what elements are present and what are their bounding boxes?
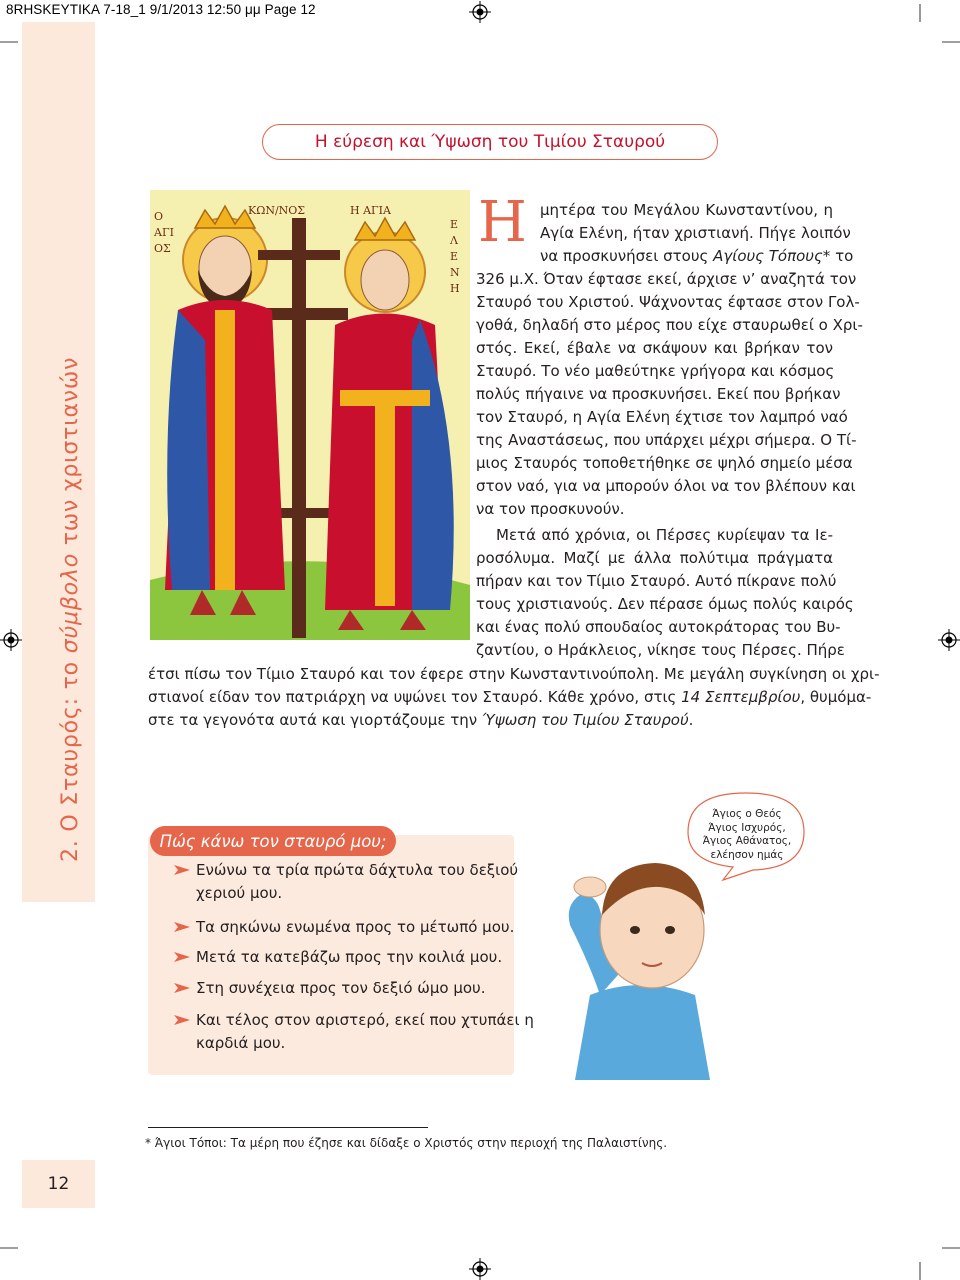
story-line: Μετά από χρόνια, οι Πέρσες κυρίεψαν τα Ιε- [496,526,833,544]
how-step: Ενώνω τα τρία πρώτα δάχτυλα του δεξιού [196,861,519,879]
story-line: μιος Σταυρός τοποθετήθηκε σε ψηλό σημείο μέσα [476,454,853,472]
story-line: Σταυρό. Το νέο μαθεύτηκε γρήγορα και κόσμος [476,362,835,380]
drop-cap: Η [478,190,527,255]
story-line: μητέρα του Μεγάλου Κωνσταντίνου, η [540,201,833,219]
how-to-title: Πώς κάνω τον σταυρό μου; [150,826,396,856]
svg-text:ΟΣ: ΟΣ [154,242,171,255]
story-line: της Αναστάσεως, που υπάρχει μέχρι σήμερα. Ο Τί- [476,431,857,449]
story-line: τον Σταυρό, η Αγία Ελένη έχτισε τον λαμπρό ναό [476,408,848,426]
print-slug: 8RHSKEYTIKA 7-18_1 9/1/2013 12:50 μμ Page 12 [6,2,316,17]
chapter-title-vertical: 2. Ο Σταυρός: το σύμβολο των χριστιανών [58,356,83,862]
story-line: 326 μ.Χ. Όταν έφτασε εκεί, άρχισε ν’ αναζητά τον [476,270,857,288]
how-step: χεριού μου. [196,884,283,902]
story-line: γοθά, δηλαδή στο μέρος που είχε σταυρωθεί ο Χρι- [476,316,863,334]
svg-text:Λ: Λ [450,234,458,247]
arrow-bullet-icon [174,952,190,962]
story-line: τους χριστιανούς. Δεν πέρασε όμως πολύς καιρός [476,595,854,613]
story-line: στιανοί είδαν τον πατριάρχη να υψώνει τον Σταυρό. Κάθε χρόνο, στις 14 Σεπτεμβρίου, θυμόμα- [148,688,872,706]
story-line: να τον προσκυνούν. [476,500,625,518]
how-step: καρδιά μου. [196,1034,286,1052]
arrow-bullet-icon [174,865,190,875]
story-line: στός. Εκεί, έβαλε να σκάψουν και βρήκαν τον [476,339,833,357]
arrow-bullet-icon [174,1015,190,1025]
how-step: Στη συνέχεια προς τον δεξιό ώμο μου. [196,979,486,997]
how-step: Τα σηκώνω ενωμένα προς το μέτωπό μου. [196,918,515,936]
page-number: 12 [47,1174,70,1194]
arrow-bullet-icon [174,922,190,932]
bubble-text: Άγιος ο Θεός Άγιος Ισχυρός, Άγιος Αθάνατος, ελέησον ημάς [702,808,792,861]
story-line: ζαντίου, ο Ηράκλειος, νίκησε τους Πέρσες. Πήρε [476,641,845,659]
footnote-rule [148,1127,428,1128]
svg-text:Η: Η [450,282,460,295]
svg-text:Ε: Ε [450,218,459,231]
story-line: και ένας πολύ σπουδαίος αυτοκράτορας του Βυ- [476,618,841,636]
story-line: ροσόλυμα. Μαζί με άλλα πολύτιμα πράγματα [476,549,833,567]
story-line: Αγία Ελένη, ήταν χριστιανή. Πήγε λοιπόν [540,224,851,242]
icon-label-right: Η ΑΓΙΑ [350,204,391,217]
how-step: Μετά τα κατεβάζω προς την κοιλιά μου. [196,948,503,966]
footnote: * Άγιοι Τόποι: Τα μέρη που έζησε και δίδαξε ο Χριστός στην περιοχή της Παλαιστίνης. [145,1136,668,1150]
story-line: πολύς πήγαινε να προσκυνήσει. Εκεί που βρήκαν [476,385,841,403]
icon-illustration [150,190,470,640]
story-line: Σταυρό του Χριστού. Ψάχνοντας έφτασε στον Γολ- [476,293,860,311]
page-title: Η εύρεση και Ύψωση του Τιμίου Σταυρού [262,124,718,160]
svg-text:ΑΓΙ: ΑΓΙ [154,226,174,239]
saints-icon-drawing [150,190,470,640]
how-step: Και τέλος στον αριστερό, εκεί που χτυπάει η [196,1011,534,1029]
story-line: να προσκυνήσει στους Αγίους Τόπους* το [540,247,854,265]
svg-text:Ν: Ν [450,266,460,279]
arrow-bullet-icon [174,983,190,993]
story-line: έτσι πίσω τον Τίμιο Σταυρό και τον έφερε στην Κωνσταντινούπολη. Με μεγάλη συγκίνηση οι χρι- [148,665,880,683]
svg-text:Ο: Ο [154,210,164,223]
svg-text:Ε: Ε [450,250,459,263]
story-line: στον ναό, για να μπορούν όλοι να τον βλέπουν και [476,477,856,495]
story-line: στε τα γεγονότα αυτά και γιορτάζουμε την Ύψωση του Τιμίου Σταυρού. [148,711,694,729]
icon-label-left: ΚΩΝ/ΝΟΣ [248,204,306,217]
story-line: πήραν και τον Τίμιο Σταυρό. Αυτό πίκρανε πολύ [476,572,837,590]
